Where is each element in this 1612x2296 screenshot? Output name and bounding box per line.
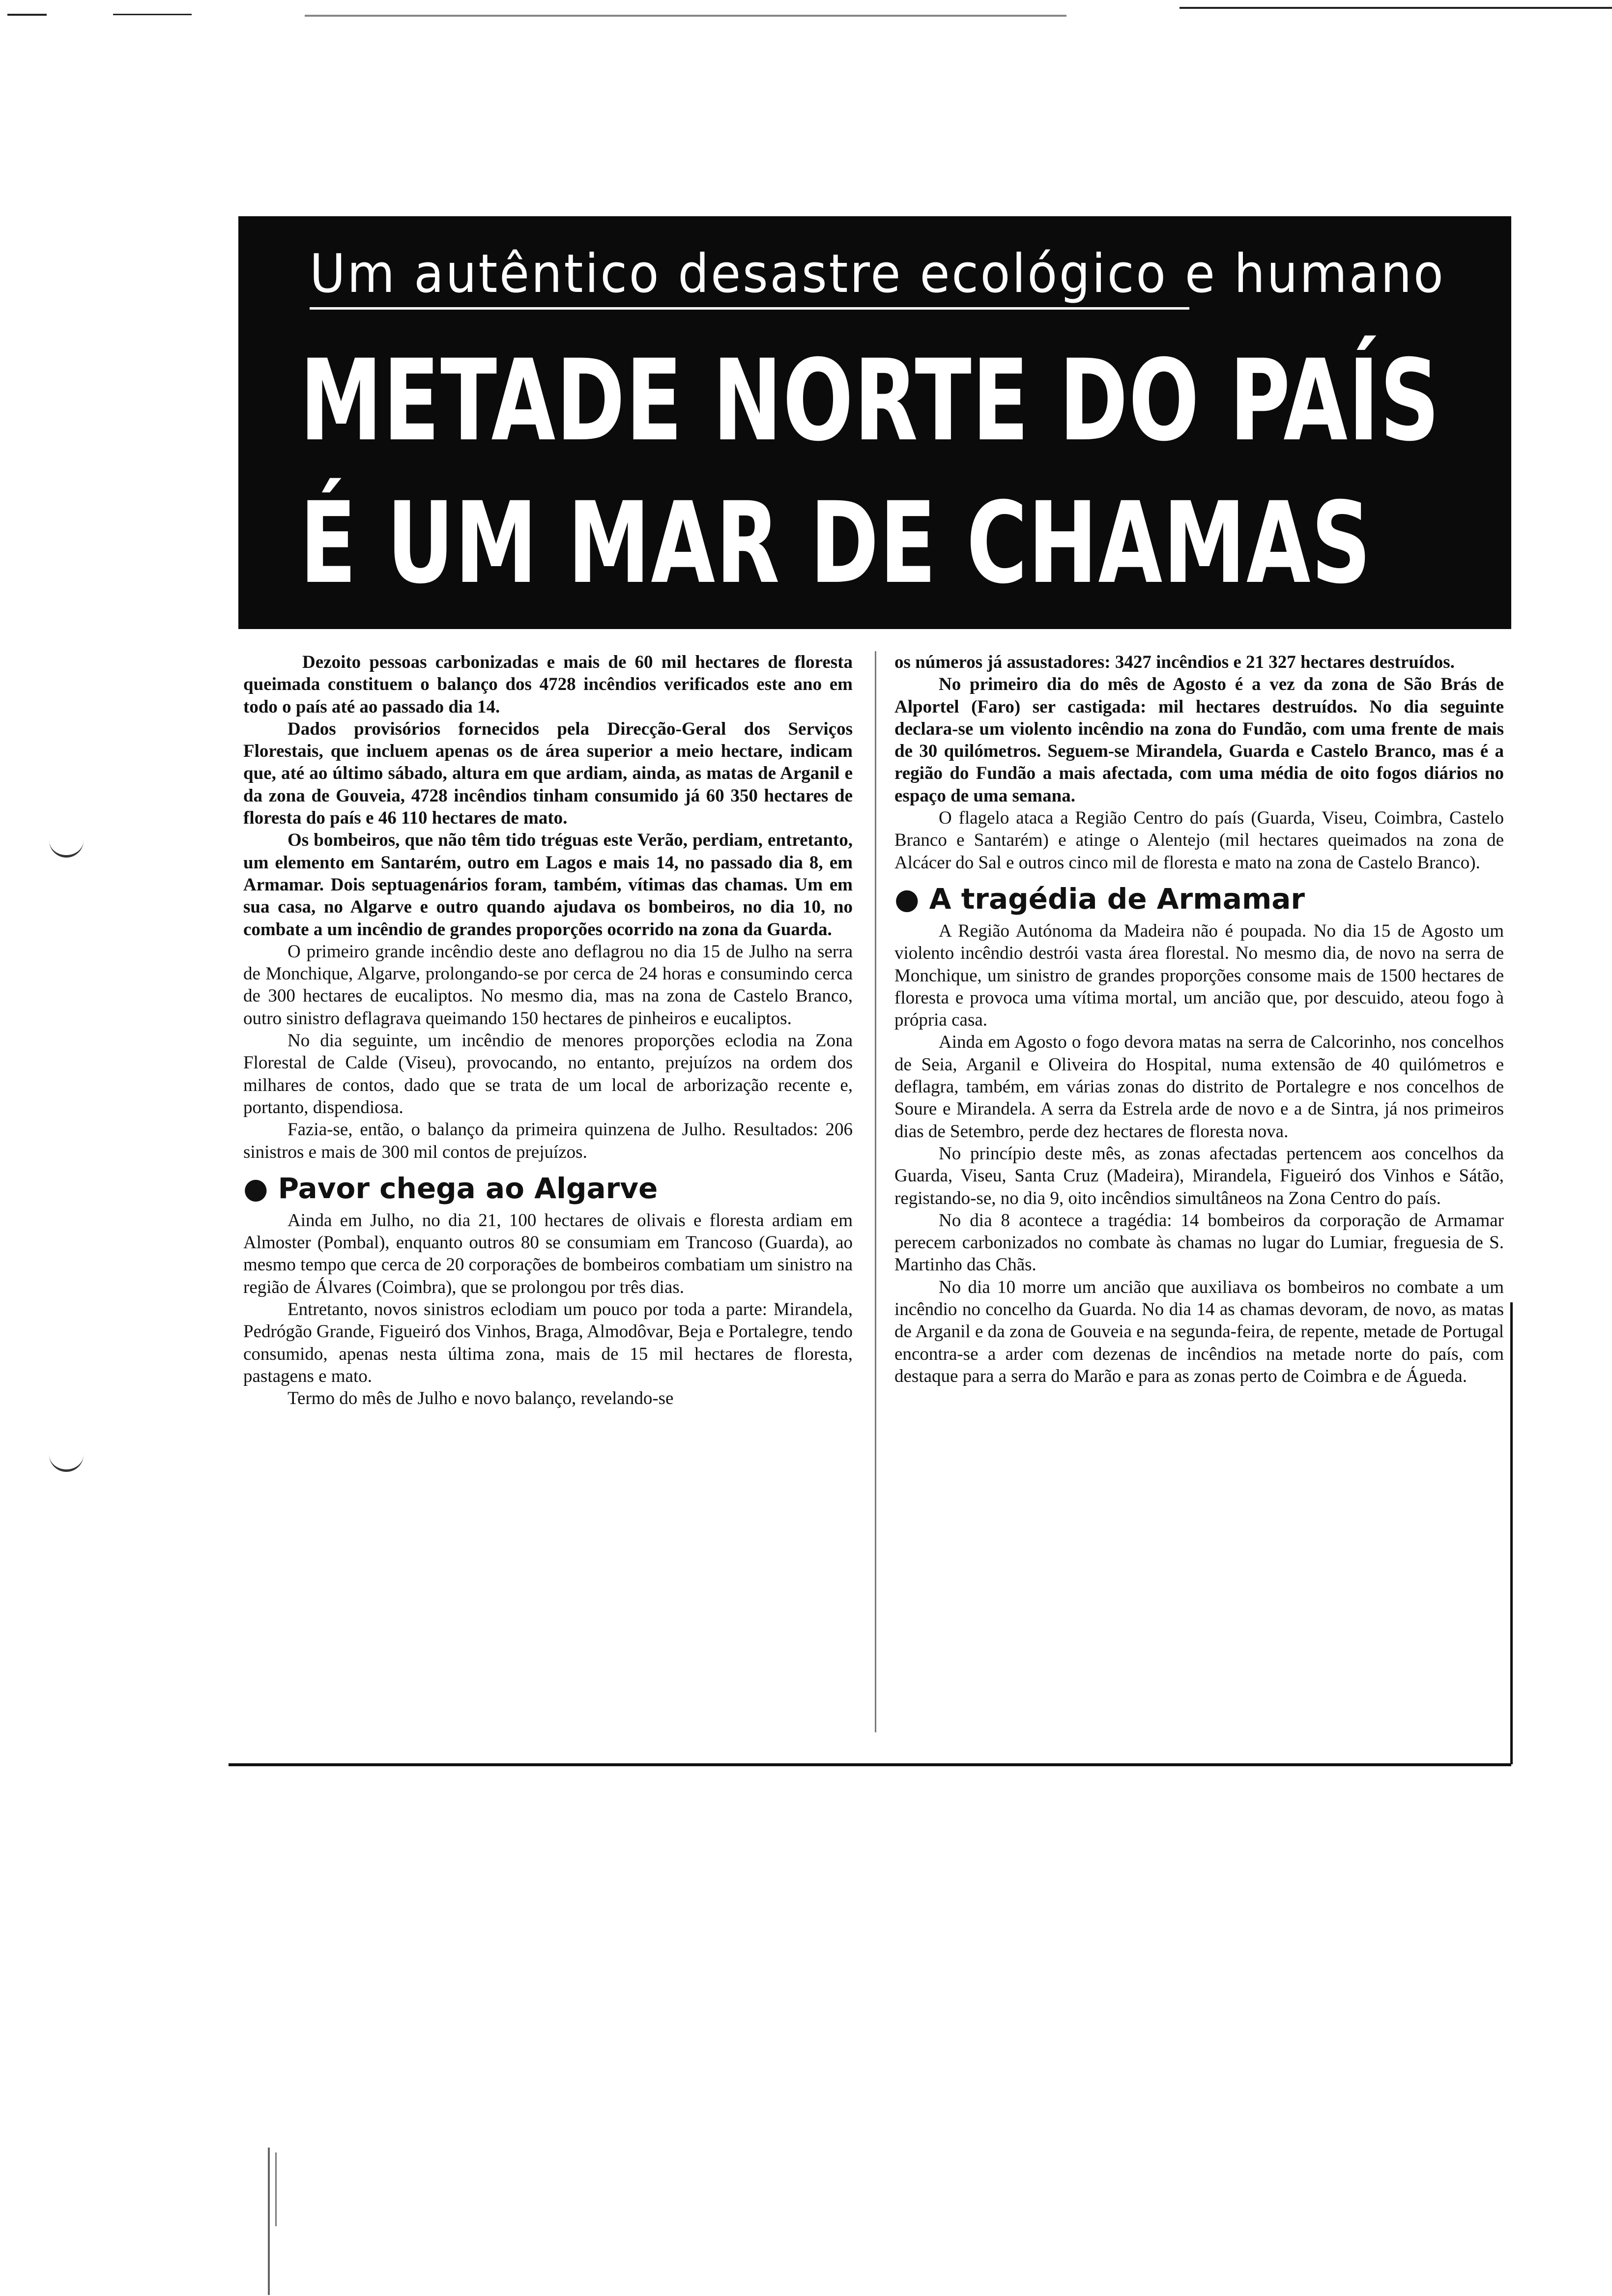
kicker-underline	[310, 307, 1189, 310]
paragraph: A Região Autónoma da Madeira não é poupada. No dia 15 de Agosto um violento incêndio destrói vasta área florestal. No mesmo dia, de novo na serra de Monchique, um sinistro de grandes proporções consome mais de 1500 hectares de floresta e provoca uma vítima mortal, um ancião que, por descuido, ateou fogo à própria casa.	[894, 920, 1504, 1031]
paragraph: Ainda em Agosto o fogo devora matas na serra de Calcorinho, nos concelhos de Seia, Arganil e Oliveira do Hospital, numa extensão de 40 quilómetros e deflagra, também, em várias zonas do distrito de Portalegre e nos concelhos de Soure e Mirandela. A serra da Estrela arde de novo e a de Sintra, já nos primeiros dias de Setembro, perde dez hectares de floresta nova.	[894, 1032, 1504, 1142]
paragraph: No dia 8 acontece a tragédia: 14 bombeiros da corporação de Armamar perecem carbonizados no combate às chamas no lugar do Lumiar, freguesia de S. Martinho das Chãs.	[894, 1210, 1504, 1275]
paragraph: O flagelo ataca a Região Centro do país (Guarda, Viseu, Coimbra, Castelo Branco e Santarém) e atinge o Alentejo (mil hectares queimados na zona de Alcácer do Sal e outros cinco mil de floresta e mato na zona de Castelo Branco).	[894, 808, 1504, 873]
left-column	[243, 651, 853, 1410]
section-heading	[894, 883, 1504, 915]
scan-artifact-left-edge	[268, 2148, 270, 2295]
paragraph: O primeiro grande incêndio deste ano deflagrou no dia 15 de Julho na serra de Monchique, Algarve, prolongando-se por cerca de 24 horas e consumindo cerca de 300 hectares de eucaliptos. No mesmo dia, mas na zona de Castelo Branco, outro sinistro deflagrava queimando 150 hectares de pinheiros e eucaliptos.	[243, 941, 853, 1029]
binder-hole-mark-lower	[49, 1450, 84, 1472]
paragraph: Fazia-se, então, o balanço da primeira quinzena de Julho. Resultados: 206 sinistros e mais de 300 mil contos de prejuízos.	[243, 1119, 853, 1162]
paragraph: Ainda em Julho, no dia 21, 100 hectares de olivais e floresta ardiam em Almoster (Pombal), enquanto outros 80 se consumiam em Trancoso (Guarda), ao mesmo tempo que cerca de 20 corporações de bombeiros combatiam um sinistro na região de Álvares (Coimbra), que se prolongou por três dias.	[243, 1210, 853, 1297]
scan-artifact-top-right	[1180, 7, 1612, 9]
bullet-icon: ●	[894, 882, 920, 916]
article-border-bottom	[229, 1763, 1511, 1766]
paragraph: Entretanto, novos sinistros eclodiam um pouco por toda a parte: Mirandela, Pedrógão Grande, Figueiró dos Vinhos, Braga, Almodôvar, Beja e Portalegre, tendo consumido, apenas nesta última zona, mais de 15 mil hectares de floresta, pastagens e mato.	[243, 1299, 853, 1386]
bullet-icon: ●	[243, 1171, 268, 1205]
article-border-right	[1510, 1302, 1513, 1764]
column-divider	[875, 651, 876, 1732]
paragraph: Dados provisórios fornecidos pela Direcção-Geral dos Serviços Florestais, que incluem apenas os de área superior a meio hectare, indicam que, até ao último sábado, altura em que ardiam, ainda, as matas de Arganil e da zona de Gouveia, 4728 incêndios tinham consumido já 60 350 hectares de floresta do país e 46 110 hectares de mato.	[243, 718, 853, 829]
paragraph: os números já assustadores: 3427 incêndios e 21 327 hectares destruídos.	[894, 652, 1455, 672]
kicker-headline: Um autêntico desastre ecológico e humano	[310, 243, 1445, 305]
main-headline	[300, 329, 1440, 614]
section-heading-text: A tragédia de Armamar	[929, 882, 1305, 916]
section-heading	[243, 1172, 853, 1205]
main-headline-line-2: É UM MAR DE CHAMAS	[300, 478, 1372, 608]
scan-artifact-left-edge-2	[275, 2152, 277, 2226]
scan-artifact-top-mid	[305, 15, 1066, 17]
paragraph: No primeiro dia do mês de Agosto é a vez da zona de São Brás de Alportel (Faro) ser castigada: mil hectares destruídos. No dia seguinte declara-se um violento incêndio na zona do Fundão, com uma frente de mais de 30 quilómetros. Seguem-se Mirandela, Guarda e Castelo Branco, mas é a região do Fundão a mais afectada, com uma média de oito fogos diários no espaço de uma semana.	[894, 674, 1504, 806]
paragraph: Dezoito pessoas carbonizadas e mais de 60 mil hectares de floresta queimada constituem o balanço dos 4728 incêndios verificados este ano em todo o país até ao passado dia 14.	[243, 652, 853, 717]
paragraph: Os bombeiros, que não têm tido tréguas este Verão, perdiam, entretanto, um elemento em Santarém, outro em Lagos e mais 14, no passado dia 8, em Armamar. Dois septuagenários foram, também, vítimas das chamas. Um em sua casa, no Algarve e outro quando ajudava os bombeiros, no dia 10, no combate a um incêndio de grandes proporções ocorrido na zona da Guarda.	[243, 830, 853, 940]
scan-artifact-top-left	[7, 14, 47, 16]
main-headline-line-1: METADE NORTE DO PAÍS	[300, 335, 1440, 466]
paragraph: No dia seguinte, um incêndio de menores proporções eclodia na Zona Florestal de Calde (Viseu), provocando, no entanto, prejuízos na ordem dos milhares de contos, dado que se trata de um local de arborização recente e, portanto, dispendiosa.	[243, 1031, 853, 1118]
section-heading-text: Pavor chega ao Algarve	[278, 1171, 658, 1205]
scan-artifact-top-left-2	[113, 14, 192, 15]
headline-banner	[238, 216, 1511, 629]
newspaper-article	[238, 216, 1511, 1779]
right-column	[894, 651, 1504, 1387]
paragraph: No princípio deste mês, as zonas afectadas pertencem aos concelhos da Guarda, Viseu, Santa Cruz (Madeira), Mirandela, Figueiró dos Vinhos e Sátão, registando-se, no dia 9, oito incêndios simultâneos na Zona Centro do país.	[894, 1143, 1504, 1208]
paragraph: No dia 10 morre um ancião que auxiliava os bombeiros no combate a um incêndio no concelho da Guarda. No dia 14 as chamas devoram, de novo, as matas de Arganil e da zona de Gouveia e na segunda-feira, de repente, metade de Portugal encontra-se a arder com dezenas de incêndios na metade norte do país, com destaque para a serra do Marão e para as zonas perto de Coimbra e de Águeda.	[894, 1277, 1504, 1386]
binder-hole-mark-upper	[49, 835, 84, 858]
paragraph: Termo do mês de Julho e novo balanço, revelando-se	[288, 1388, 674, 1409]
